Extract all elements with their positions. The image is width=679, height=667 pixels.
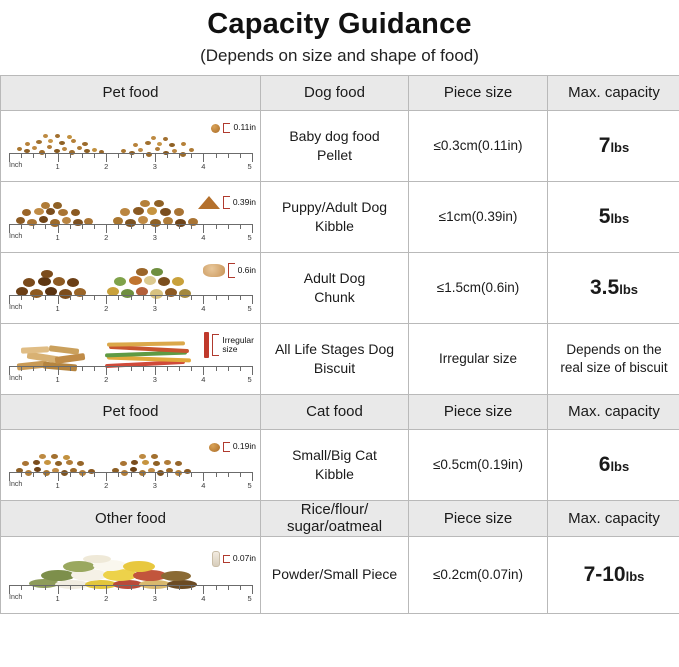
ruler-num: 3: [152, 233, 157, 242]
ruler-num: 4: [201, 481, 206, 490]
header-other-food: Other food: [1, 501, 261, 537]
ruler-unit-label: Inch: [9, 375, 23, 382]
single-piece-icon: [198, 196, 220, 209]
sample-cell: [1, 536, 261, 613]
food-type-cell: [261, 430, 409, 501]
table-header-cat: [1, 395, 679, 430]
ruler-num: 3: [152, 304, 157, 313]
capacity-note-line1: Depends on the: [566, 341, 662, 357]
ruler-unit-label: Inch: [9, 304, 23, 311]
food-type-line1: Small/Big Cat: [292, 447, 377, 464]
capacity-unit: lbs: [610, 459, 630, 475]
food-type-line1: Powder/Small Piece: [271, 566, 398, 583]
food-sample-image: [1, 182, 260, 252]
capacity-guidance-table: [0, 75, 679, 614]
piece-measure: [203, 263, 256, 278]
capacity-value: 5: [598, 205, 611, 229]
table-header-dog: [1, 76, 679, 111]
ruler-num: 1: [55, 162, 60, 171]
header-piece-size: Piece size: [409, 395, 548, 430]
single-piece-icon: [203, 264, 225, 277]
capacity-unit: lbs: [610, 211, 630, 227]
ruler: [9, 224, 252, 246]
food-type-cell: [261, 111, 409, 182]
ruler-num: 2: [104, 162, 109, 171]
piece-size-cell: ≤1.5cm(0.6in): [409, 253, 548, 324]
food-type-line2: Kibble: [315, 218, 354, 234]
header-rice-group: [261, 501, 409, 537]
page-title: Capacity Guidance: [207, 8, 472, 40]
ruler: [9, 366, 252, 388]
piece-measure: [209, 442, 256, 452]
ruler-unit-label: Inch: [9, 233, 23, 240]
ruler: [9, 472, 252, 494]
ruler-num: 1: [55, 593, 60, 603]
max-capacity-cell: [548, 324, 679, 395]
food-type-line2: Chunk: [314, 289, 355, 305]
food-type-cell: [261, 253, 409, 324]
header-rice-group-line1: Rice/flour/: [300, 501, 369, 518]
table-row: [1, 182, 679, 253]
header-max-capacity: Max. capacity: [548, 395, 679, 430]
food-type-line1: Puppy/Adult Dog: [281, 199, 388, 216]
capacity-note-line2: real size of biscuit: [560, 360, 668, 375]
header-dog-food: Dog food: [261, 76, 409, 111]
food-type-line1: Baby dog food: [289, 128, 380, 145]
ruler-unit-label: Inch: [9, 593, 23, 601]
food-type-line2: Kibble: [315, 466, 354, 482]
table-row: [1, 430, 679, 501]
header-pet-food: Pet food: [1, 395, 261, 430]
ruler-num: 3: [152, 375, 157, 384]
measure-label: 0.19in: [232, 441, 256, 452]
food-type-cell: [261, 324, 409, 395]
ruler-num: 5: [247, 375, 252, 384]
piece-measure: [211, 123, 256, 133]
piece-size-cell: ≤1cm(0.39in): [409, 182, 548, 253]
header-max-capacity: Max. capacity: [548, 76, 679, 111]
food-sample-image: [1, 324, 260, 394]
food-sample-image: [1, 537, 260, 613]
max-capacity-cell: [548, 253, 679, 324]
ruler-num: 3: [152, 162, 157, 171]
measure-label-line1: Irregular: [222, 334, 254, 345]
table-row: [1, 536, 679, 613]
food-type-cell: [261, 182, 409, 253]
sample-cell: [1, 253, 261, 324]
max-capacity-cell: [548, 430, 679, 501]
ruler-num: 2: [104, 375, 109, 384]
piece-size-cell: ≤0.2cm(0.07in): [409, 536, 548, 613]
piece-size-cell: Irregular size: [409, 324, 548, 395]
piece-size-cell: ≤0.5cm(0.19in): [409, 430, 548, 501]
food-type-line1: All Life Stages Dog: [274, 341, 395, 358]
ruler-num: 4: [201, 304, 206, 313]
ruler-num: 5: [247, 304, 252, 313]
measure-label-line2: size: [222, 344, 238, 354]
food-type-cell: [261, 536, 409, 613]
piece-size-cell: ≤0.3cm(0.11in): [409, 111, 548, 182]
table-row: [1, 111, 679, 182]
max-capacity-cell: [548, 111, 679, 182]
food-sample-image: [1, 111, 260, 181]
single-piece-icon: [209, 443, 220, 452]
table-header-other: [1, 501, 679, 537]
capacity-unit: lbs: [625, 568, 645, 584]
ruler-unit-label: Inch: [9, 481, 23, 488]
header-cat-food: Cat food: [261, 395, 409, 430]
sample-cell: [1, 324, 261, 395]
measure-label: 0.07in: [232, 552, 256, 563]
table-row: [1, 324, 679, 395]
header-max-capacity: Max. capacity: [548, 501, 679, 537]
capacity-value: 7-10: [583, 562, 626, 586]
sample-cell: [1, 430, 261, 501]
ruler-num: 1: [55, 375, 60, 384]
piece-measure: [204, 332, 254, 358]
food-sample-image: [1, 253, 260, 323]
ruler-num: 1: [55, 304, 60, 313]
max-capacity-cell: [548, 536, 679, 613]
food-type-line2: Pellet: [316, 147, 353, 163]
capacity-value: 3.5: [590, 276, 620, 300]
ruler-num: 2: [104, 233, 109, 242]
ruler: [9, 295, 252, 317]
ruler-num: 1: [55, 233, 60, 242]
header-piece-size: Piece size: [409, 501, 548, 537]
ruler-num: 2: [104, 304, 109, 313]
ruler-num: 2: [104, 593, 109, 603]
ruler-num: 5: [247, 481, 252, 490]
single-piece-icon: [212, 551, 220, 567]
ruler-num: 5: [247, 233, 252, 242]
ruler-num: 5: [247, 162, 252, 171]
ruler: [9, 585, 252, 607]
page-subtitle: (Depends on size and shape of food): [200, 46, 479, 65]
ruler-num: 5: [247, 593, 252, 603]
sample-cell: [1, 182, 261, 253]
piece-measure: [212, 551, 256, 567]
ruler: [9, 153, 252, 175]
food-type-line2: Biscuit: [313, 360, 356, 376]
ruler-num: 4: [201, 162, 206, 171]
measure-label: [222, 336, 254, 355]
food-pile-mixed: [29, 555, 199, 589]
capacity-value: 6: [598, 453, 611, 477]
ruler-num: 2: [104, 481, 109, 490]
capacity-unit: lbs: [610, 140, 630, 156]
ruler-num: 1: [55, 481, 60, 490]
ruler-num: 4: [201, 593, 206, 603]
table-row: [1, 253, 679, 324]
measure-label: 0.11in: [233, 122, 256, 133]
ruler-num: 4: [201, 375, 206, 384]
single-piece-icon: [211, 124, 220, 133]
header-rice-group-line2: sugar/oatmeal: [286, 518, 383, 536]
max-capacity-cell: [548, 182, 679, 253]
header-piece-size: Piece size: [409, 76, 548, 111]
measure-label: 0.6in: [237, 264, 256, 275]
capacity-value: 7: [598, 134, 611, 158]
measure-label: 0.39in: [232, 196, 256, 207]
capacity-unit: lbs: [619, 282, 638, 298]
sample-cell: [1, 111, 261, 182]
food-type-line1: Adult Dog: [303, 270, 366, 287]
piece-measure: [198, 196, 256, 209]
single-piece-icon: [204, 332, 209, 358]
ruler-num: 3: [152, 593, 157, 603]
food-sample-image: [1, 430, 260, 500]
header-pet-food: Pet food: [1, 76, 261, 111]
ruler-unit-label: Inch: [9, 162, 23, 169]
ruler-num: 4: [201, 233, 206, 242]
ruler-num: 3: [152, 481, 157, 490]
